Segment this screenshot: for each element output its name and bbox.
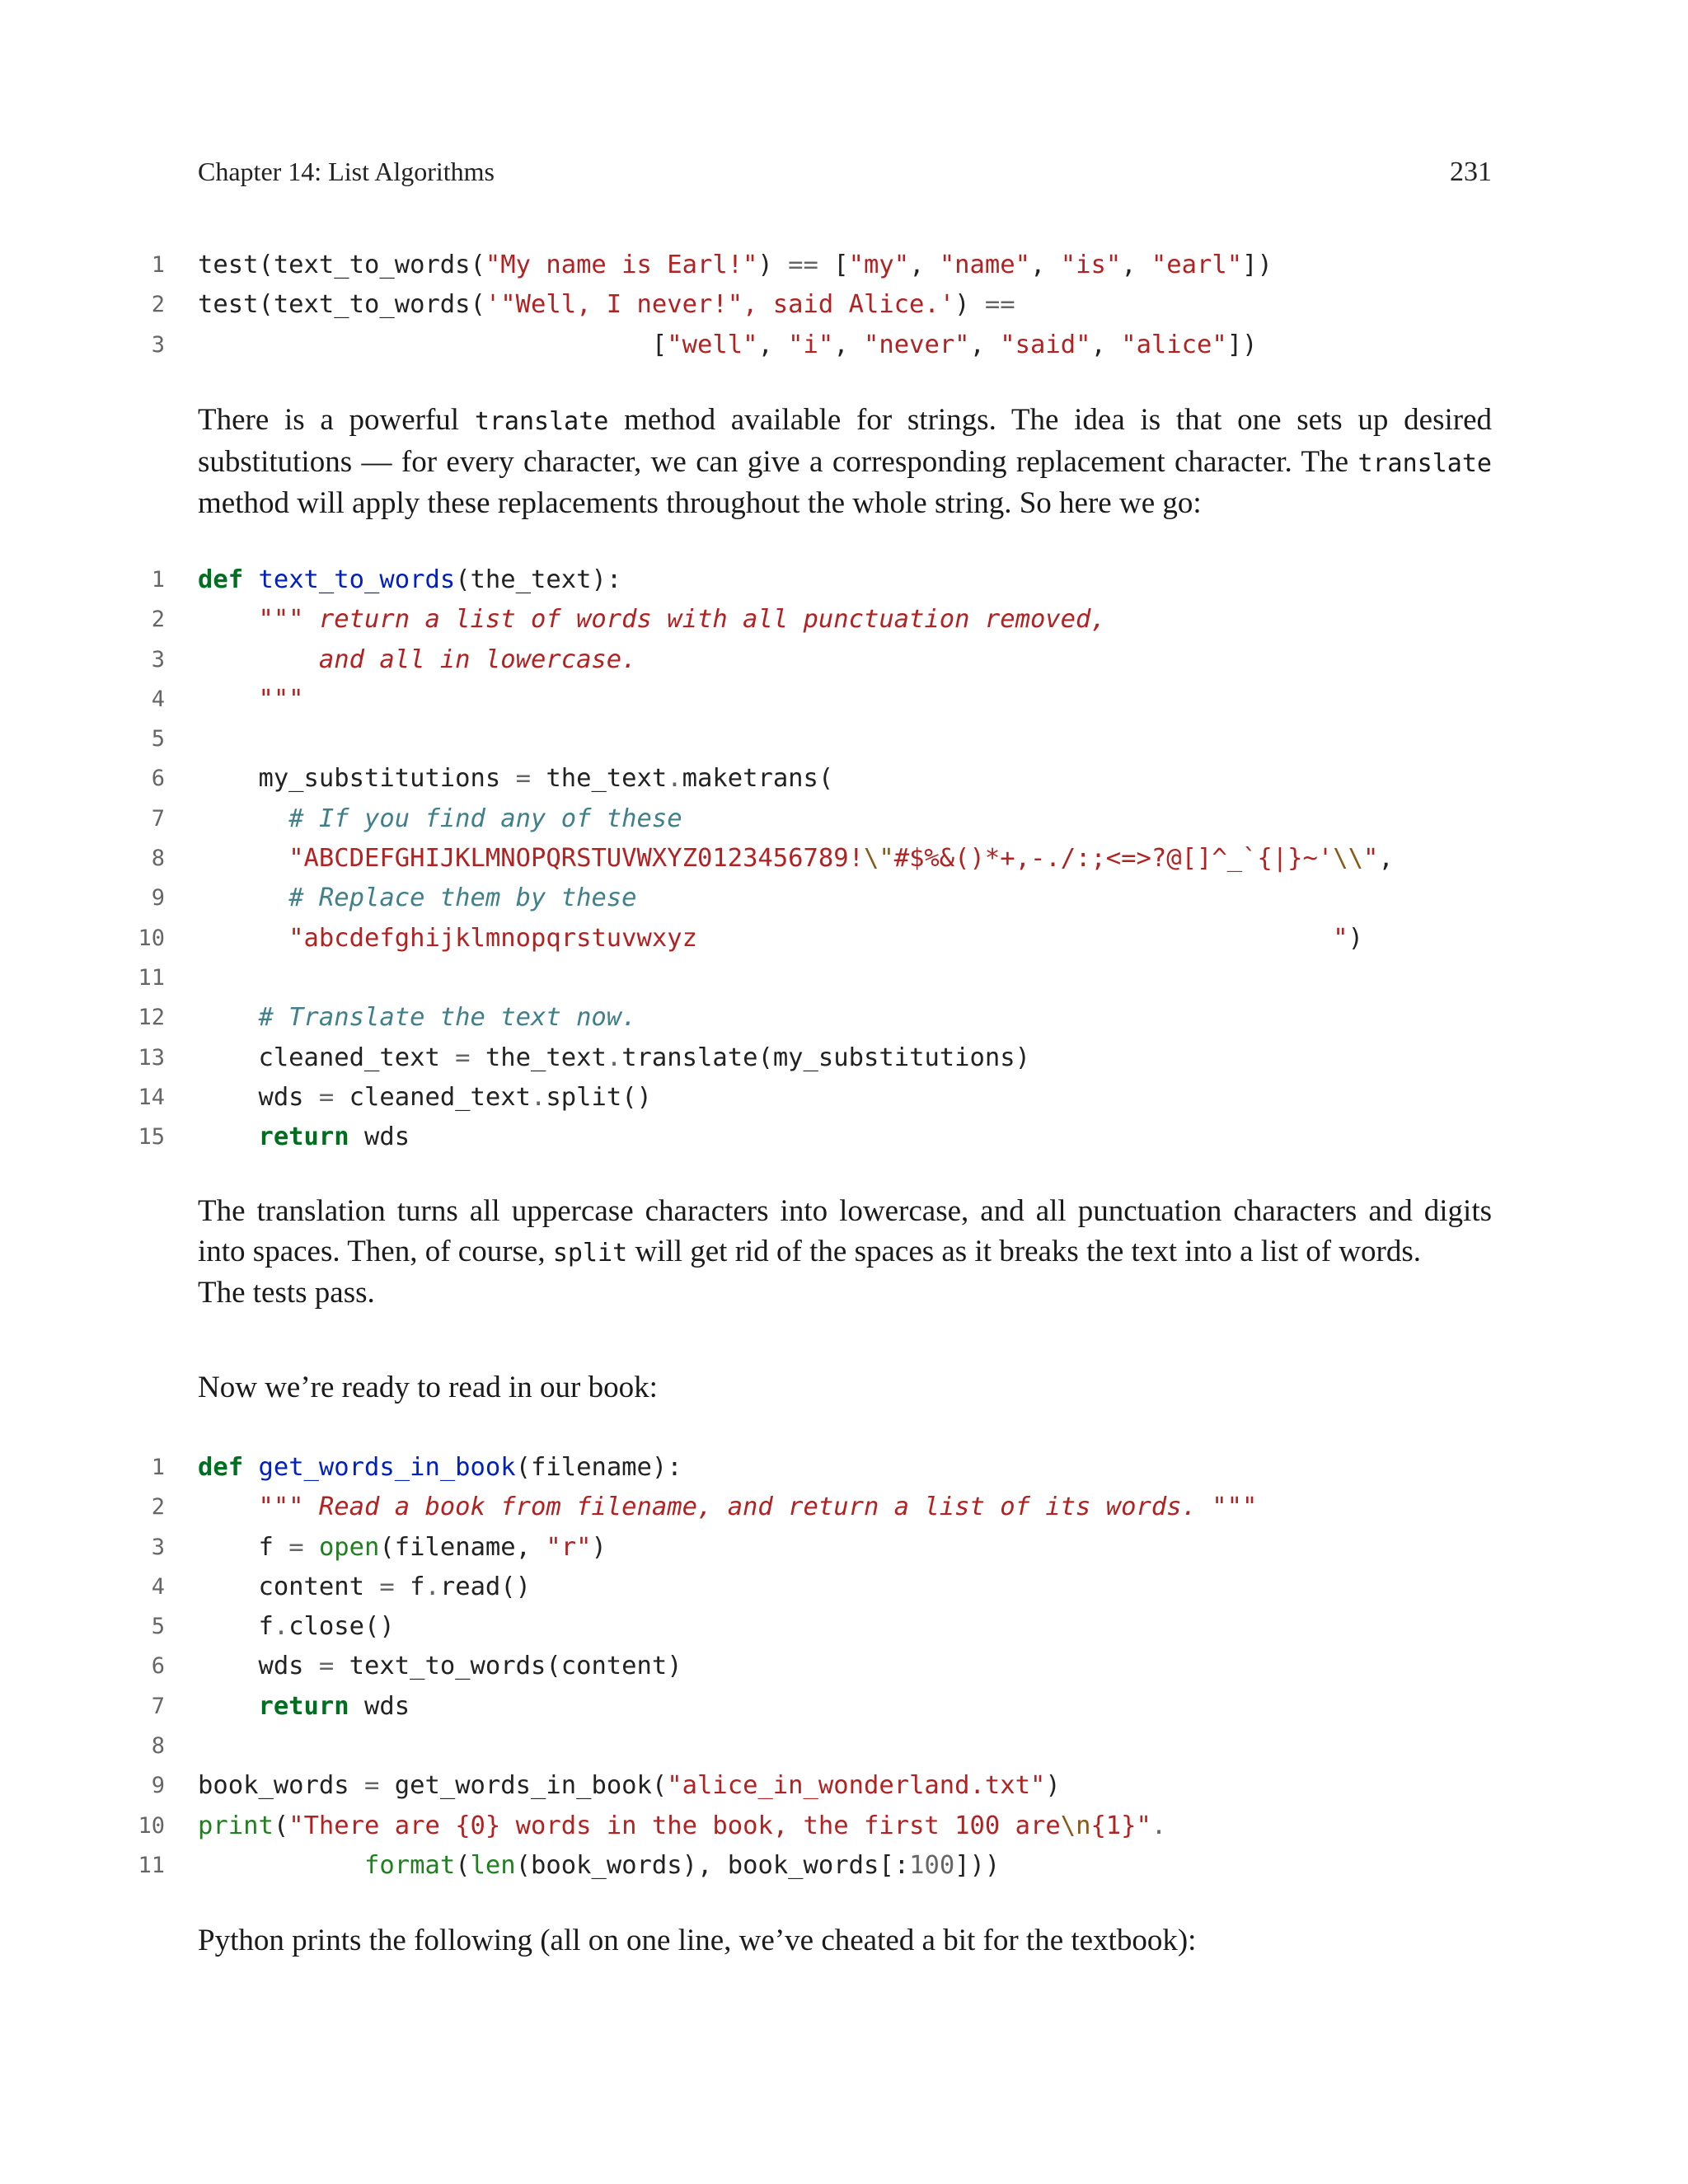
code-text: f = open(filename, "r") [198,1532,607,1562]
code-line [0,919,1688,958]
code-text: content = f.read() [198,1572,532,1601]
line-number: 11 [138,1852,165,1878]
line-number: 2 [151,607,165,633]
code-text: def text_to_words(the_text): [198,565,622,594]
line-number: 9 [151,1773,165,1799]
code-text: return wds [258,1691,410,1721]
code-line [0,1528,1688,1568]
code-line [0,998,1688,1038]
code-line [0,285,1688,325]
code-line [0,1607,1688,1647]
code-line [0,246,1688,285]
code-line [0,1488,1688,1527]
line-number: 11 [138,964,165,991]
code-line [0,1078,1688,1118]
code-line [0,1647,1688,1686]
paragraph-ready-to-read: Now we’re ready to read in our book: [198,1371,658,1404]
code-line [0,1807,1688,1846]
code-line [0,680,1688,719]
paragraph-translate-intro: There is a powerful translate method available for strings. The idea is that one sets up desired substitutions — for every character, we can give a corresponding replacement character. The translate method will apply these replacements throughout the whole string. So here we go: [198,403,1492,520]
line-number: 1 [151,567,165,593]
code-line [0,1448,1688,1488]
line-number: 13 [138,1044,165,1071]
line-number: 3 [151,1534,165,1560]
line-number: 14 [138,1084,165,1110]
code-line [0,640,1688,680]
code-line [0,1038,1688,1078]
code-line [0,839,1688,879]
line-number: 9 [151,885,165,912]
line-number: 10 [138,1812,165,1839]
code-block-tests [0,246,1688,365]
code-line [0,1766,1688,1806]
code-line [0,1118,1688,1157]
line-number: 6 [151,1653,165,1680]
line-number: 7 [151,805,165,832]
line-number: 10 [138,925,165,951]
code-text: f.close() [198,1612,395,1642]
code-line [0,600,1688,640]
code-text: "abcdefghijklmnopqrstuvwxyz ") [288,923,1363,953]
code-text: # If you find any of these [288,804,682,833]
code-text: # Translate the text now. [258,1003,637,1033]
paragraph-translation-explained: The translation turns all uppercase characters into lowercase, and all punctuation characters and digits into spaces. Then, of course, split will get rid of the spaces as it breaks the text into a list of words. The tests pass. [198,1192,1492,1314]
page-number: 231 [1450,157,1492,187]
code-text: wds = cleaned_text.split() [198,1082,652,1112]
code-line [0,326,1688,365]
line-number: 8 [151,846,165,872]
inline-code-split: split [552,1238,628,1268]
line-number: 1 [151,252,165,278]
inline-code-translate: translate [1357,448,1492,478]
code-text: test(text_to_words('"Well, I never!", said Alice.') == [198,290,1015,320]
code-line [0,1568,1688,1607]
line-number: 15 [138,1124,165,1151]
line-number: 1 [151,1455,165,1480]
paragraph-python-prints: Python prints the following (all on one line, we’ve cheated a bit for the textbook): [198,1924,1197,1957]
line-number: 4 [151,1573,165,1600]
code-text: return wds [258,1122,410,1152]
code-text: test(text_to_words("My name is Earl!") == ["my", "name", "is", "earl"]) [198,251,1273,279]
line-number: 3 [151,331,165,358]
code-text: my_substitutions = the_text.maketrans( [198,764,834,794]
code-text: and all in lowercase. [198,644,637,674]
code-text: "ABCDEFGHIJKLMNOPQRSTUVWXYZ0123456789!\"#$%&()*+,-./:;<=>?@[]^_`{|}~'\\", [288,844,1394,874]
code-text: """ return a list of words with all punctuation removed, [258,605,1106,635]
code-text: """ [258,684,304,714]
line-number: 6 [151,766,165,792]
tests-pass-line: The tests pass. [198,1276,375,1310]
line-number: 2 [151,292,165,318]
code-text: ["well", "i", "never", "said", "alice"]) [198,330,1258,359]
code-line [0,1846,1688,1886]
code-line [0,879,1688,918]
code-text: """ Read a book from filename, and return a list of its words. """ [258,1493,1258,1522]
line-number: 8 [151,1733,165,1760]
code-line [0,799,1688,839]
code-text: print("There are {0} words in the book, the first 100 are\n{1}". [198,1811,1167,1840]
code-line [0,958,1688,998]
inline-code-translate: translate [474,407,609,436]
code-text: book_words = get_words_in_book("alice_in_wonderland.txt") [198,1771,1061,1801]
code-line [0,719,1688,759]
code-line [0,560,1688,600]
line-number: 3 [151,646,165,673]
code-text: cleaned_text = the_text.translate(my_substitutions) [198,1043,1030,1072]
code-block-text-to-words [0,560,1688,1157]
code-line [0,759,1688,799]
code-text: def get_words_in_book(filename): [198,1453,682,1482]
chapter-title: Chapter 14: List Algorithms [198,157,495,186]
code-line [0,1687,1688,1727]
code-text: format(len(book_words), book_words[:100])) [364,1850,1001,1880]
line-number: 5 [151,726,165,752]
code-line [0,1727,1688,1766]
code-text: # Replace them by these [288,883,637,913]
line-number: 12 [138,1005,165,1031]
code-block-get-words-in-book [0,1448,1688,1886]
code-text: wds = text_to_words(content) [198,1652,682,1681]
line-number: 4 [151,686,165,712]
line-number: 7 [151,1693,165,1719]
line-number: 2 [151,1494,165,1521]
line-number: 5 [151,1614,165,1640]
